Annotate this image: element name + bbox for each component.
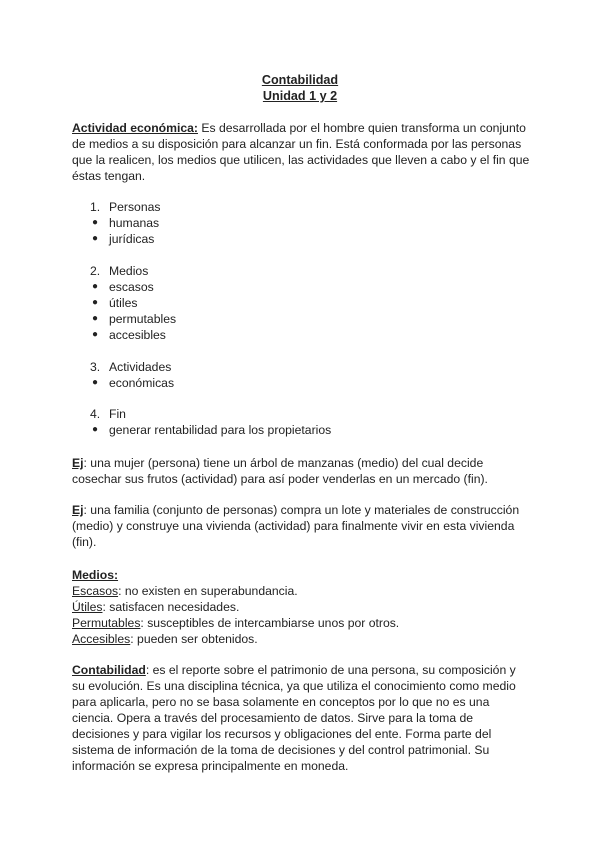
example-label: Ej	[72, 456, 84, 470]
list-item: 1. Personas	[90, 200, 161, 214]
list-item: 3. Actividades	[90, 360, 172, 374]
list-item: ● económicas	[92, 376, 175, 390]
list-item: ● escasos	[92, 280, 154, 294]
list-item: ● generar rentabilidad para los propietarios	[92, 423, 332, 437]
medios-term: Útiles	[72, 600, 103, 614]
actividad-paragraph	[72, 120, 532, 184]
list-item: ● útiles	[92, 296, 138, 310]
list-item: ● accesibles	[92, 328, 166, 342]
group-medios	[72, 263, 532, 343]
group-actividades	[72, 359, 532, 391]
bullet-icon: ●	[92, 233, 99, 244]
medios-section: Medios: Escasos: no existen en superabundancia. Útiles: satisfacen necesidades. Permutables: susceptibles de intercambiarse unos por otros. Accesibles: pueden ser obtenidos.	[72, 568, 400, 646]
group-personas	[72, 199, 532, 247]
medios-term: Accesibles	[72, 632, 131, 646]
contabilidad-term: Contabilidad	[72, 663, 146, 677]
bullet-icon: ●	[92, 424, 99, 435]
bullet-icon: ●	[92, 313, 99, 324]
actividad-line-1: Es desarrollada por el hombre quien transforma un conjunto	[197, 121, 526, 135]
title-line-1: Contabilidad	[261, 73, 339, 87]
actividad-term: Actividad económica:	[72, 121, 198, 135]
example-2: Ej: una familia (conjunto de personas) compra un lote y materiales de construcción (medio) y construye una vivienda (actividad) para finalmente vivir en esta vivienda (fin).	[72, 503, 520, 549]
list-item: ● permutables	[92, 312, 177, 326]
bullet-icon: ●	[92, 297, 99, 308]
bullet-icon: ●	[92, 217, 99, 228]
example-1: Ej: una mujer (persona) tiene un árbol de manzanas (medio) del cual decide cosechar sus frutos (actividad) para así poder venderlas en un mercado (fin).	[72, 456, 488, 486]
medios-heading: Medios:	[72, 568, 119, 582]
medios-term: Escasos	[72, 584, 119, 598]
actividad-line-2: de medios a su disposición para alcanzar un fin. Está conformada por las personas	[72, 137, 522, 151]
list-item: 4. Fin	[90, 407, 126, 421]
bullet-icon: ●	[92, 377, 99, 388]
list-item: ● jurídicas	[92, 232, 155, 246]
title-line-2: Unidad 1 y 2	[262, 89, 338, 103]
list-item: ● humanas	[92, 216, 160, 230]
actividad-line-4: éstas tengan.	[72, 169, 146, 183]
document-title	[0, 72, 600, 104]
example-label: Ej	[72, 503, 84, 517]
group-fin	[72, 406, 532, 438]
list-item: 2. Medios	[90, 264, 149, 278]
contabilidad-paragraph: Contabilidad: es el reporte sobre el patrimonio de una persona, su composición y su evolución. Es una disciplina técnica, ya que utiliza el conocimiento como medio para aplicarla, pero no se basa solamente en conceptos por lo que no es una ciencia. Opera a través del procesamiento de datos. Sirve para la toma de decisiones y para vigilar los recursos y obligaciones del ente. Forma parte del sistema de información de la toma de decisiones y del control patrimonial. Su información se expresa principalmente en moneda.	[72, 663, 516, 773]
bullet-icon: ●	[92, 329, 99, 340]
bullet-icon: ●	[92, 281, 99, 292]
medios-term: Permutables	[72, 616, 141, 630]
actividad-line-3: que la realicen, los medios que utilicen, las actividades que lleven a cabo y el fin que	[72, 153, 530, 167]
